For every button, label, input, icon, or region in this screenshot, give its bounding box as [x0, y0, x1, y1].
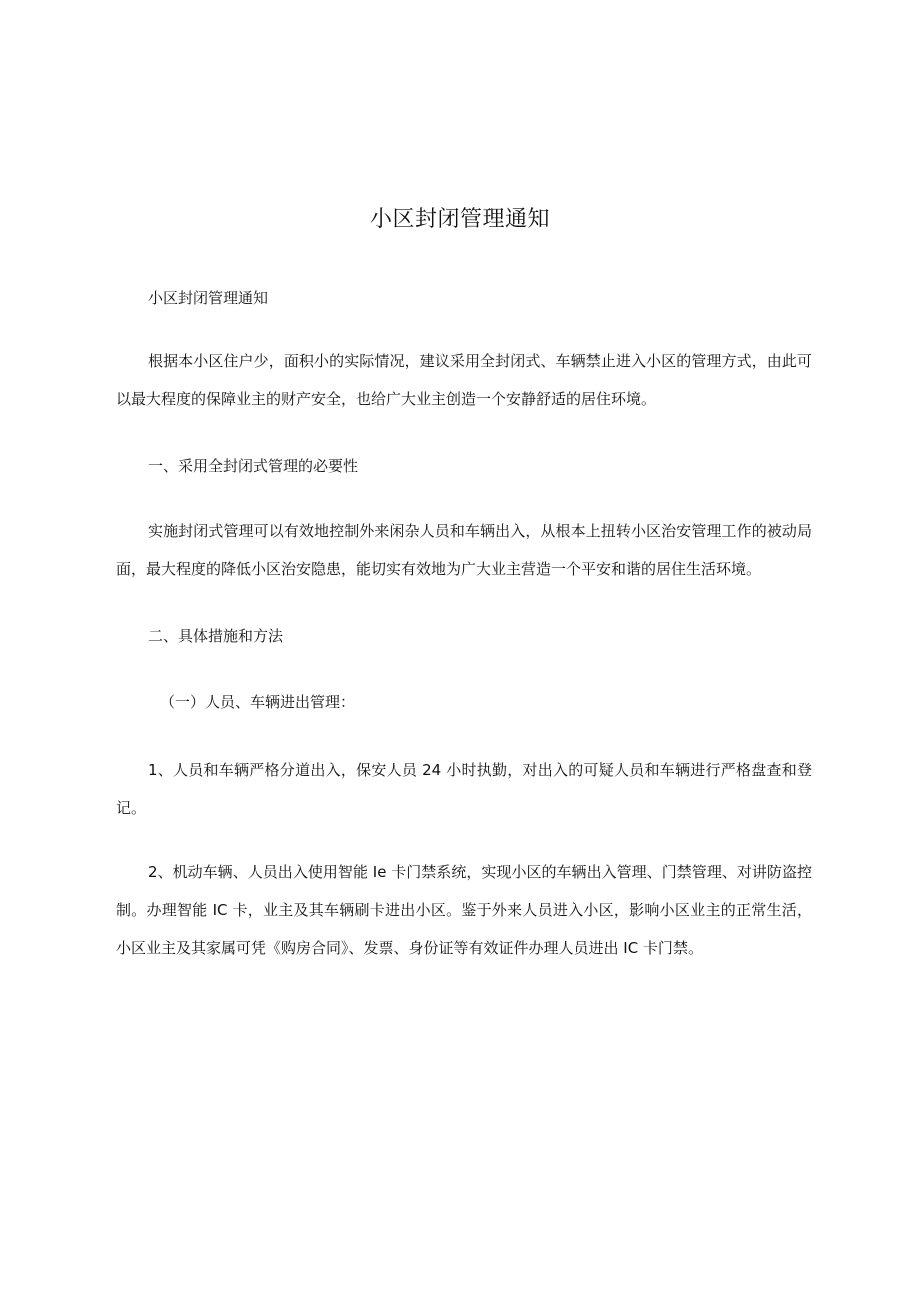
- section-heading-measures: 二、具体措施和方法: [148, 627, 284, 645]
- document-title: 小区封闭管理通知: [369, 207, 550, 232]
- section-heading-necessity: 一、采用全封闭式管理的必要性: [148, 457, 359, 475]
- subsection-heading-access-control: （一）人员、车辆进出管理：: [160, 693, 356, 711]
- measure-item-2: 2、机动车辆、人员出入使用智能 Ie 卡门禁系统，实现小区的车辆出入管理、门禁管理、对讲防盗控制。办理智能 IC 卡，业主及其车辆刷卡进出小区。鉴于外来人员进入小区，影响小区业主的正常生活，小区业主及其家属可凭《购房合同》、发票、身份证等有效证件办理人员进出 IC 卡门禁。: [116, 863, 812, 957]
- document-subtitle: 小区封闭管理通知: [148, 289, 269, 307]
- intro-paragraph: 根据本小区住户少，面积小的实际情况，建议采用全封闭式、车辆禁止进入小区的管理方式，由此可以最大程度的保障业主的财产安全，也给广大业主创造一个安静舒适的居住环境。: [116, 352, 812, 408]
- necessity-paragraph: 实施封闭式管理可以有效地控制外来闲杂人员和车辆出入，从根本上扭转小区治安管理工作的被动局面，最大程度的降低小区治安隐患，能切实有效地为广大业主营造一个平安和谐的居住生活环境。: [116, 522, 812, 578]
- measure-item-1: 1、人员和车辆严格分道出入，保安人员 24 小时执勤，对出入的可疑人员和车辆进行严格盘查和登记。: [116, 761, 812, 817]
